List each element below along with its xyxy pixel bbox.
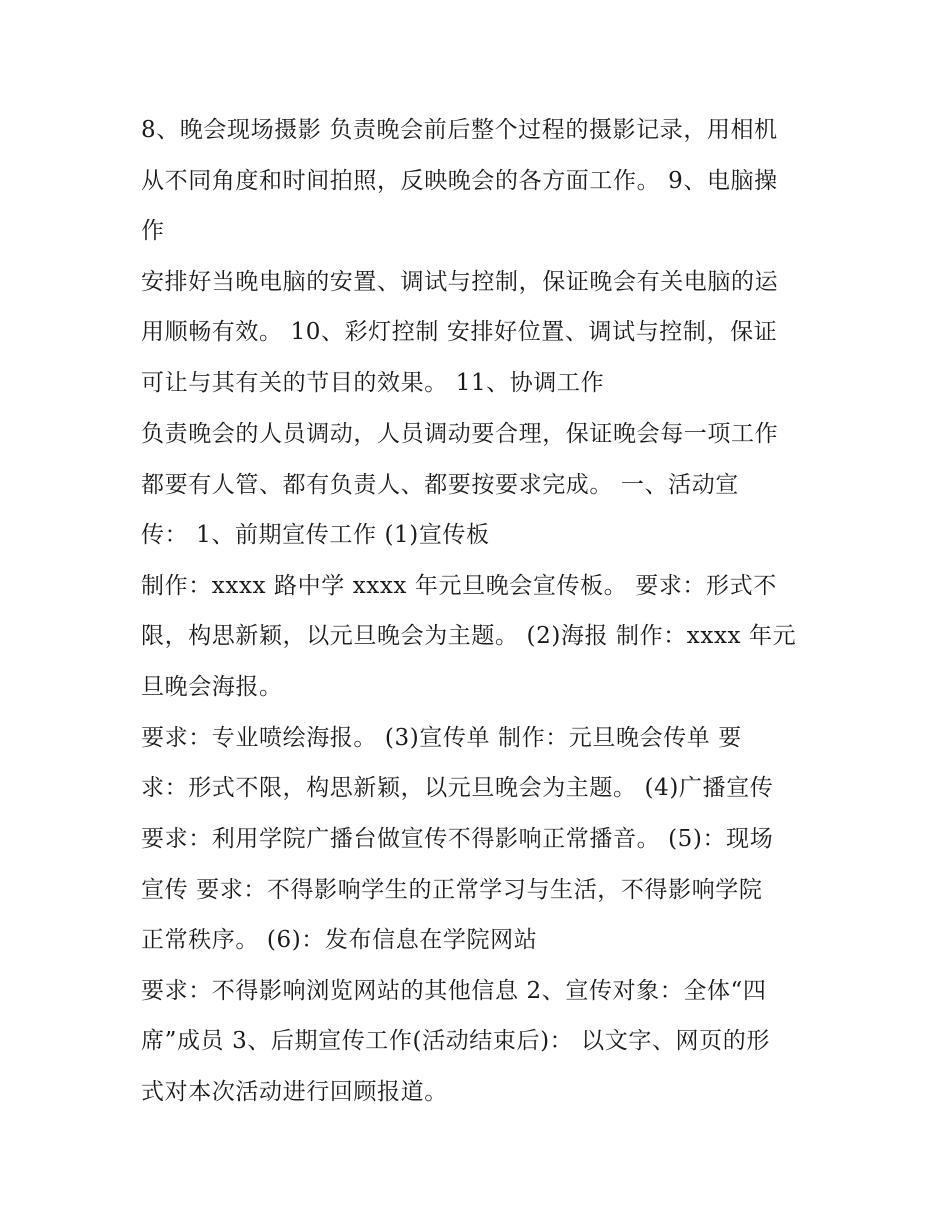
text-line: 用顺畅有效。 10、彩灯控制 安排好位置、调试与控制，保证 bbox=[141, 319, 778, 345]
text-line: 席”成员 3、后期宣传工作(活动结束后)： 以文字、网页的形 bbox=[141, 1028, 770, 1054]
text-line: 制作：xxxx 路中学 xxxx 年元旦晚会宣传板。 要求：形式不 bbox=[141, 573, 777, 599]
text-line: 要求：不得影响浏览网站的其他信息 2、宣传对象：全体“四 bbox=[141, 978, 767, 1004]
text-line: 限，构思新颖，以元旦晚会为主题。 (2)海报 制作：xxxx 年元 bbox=[141, 623, 797, 649]
text-line: 安排好当晚电脑的安置、调试与控制，保证晚会有关电脑的运 bbox=[141, 269, 779, 295]
text-line: 作 bbox=[141, 218, 165, 244]
text-line: 求：形式不限，构思新颖，以元旦晚会为主题。 (4)广播宣传 bbox=[141, 775, 774, 801]
text-line: 都要有人管、都有负责人、都要按要求完成。 一、活动宣 bbox=[141, 472, 739, 498]
text-line: 正常秩序。 (6)：发布信息在学院网站 bbox=[141, 927, 538, 953]
text-line: 可让与其有关的节目的效果。 11、协调工作 bbox=[141, 370, 605, 396]
text-line: 式对本次活动进行回顾报道。 bbox=[141, 1079, 448, 1105]
text-line: 要求：利用学院广播台做宣传不得影响正常播音。 (5)：现场 bbox=[141, 826, 774, 852]
text-line: 宣传 要求：不得影响学生的正常学习与生活，不得影响学院 bbox=[141, 877, 763, 903]
text-line: 8、晚会现场摄影 负责晚会前后整个过程的摄影记录，用相机 bbox=[141, 117, 778, 143]
text-line: 传： 1、前期宣传工作 (1)宣传板 bbox=[141, 522, 490, 548]
text-line: 负责晚会的人员调动，人员调动要合理，保证晚会每一项工作 bbox=[141, 421, 779, 447]
text-line: 要求：专业喷绘海报。 (3)宣传单 制作：元旦晚会传单 要 bbox=[141, 725, 742, 751]
text-line: 从不同角度和时间拍照，反映晚会的各方面工作。 9、电脑操 bbox=[141, 168, 778, 194]
text-line: 旦晚会海报。 bbox=[141, 674, 283, 700]
